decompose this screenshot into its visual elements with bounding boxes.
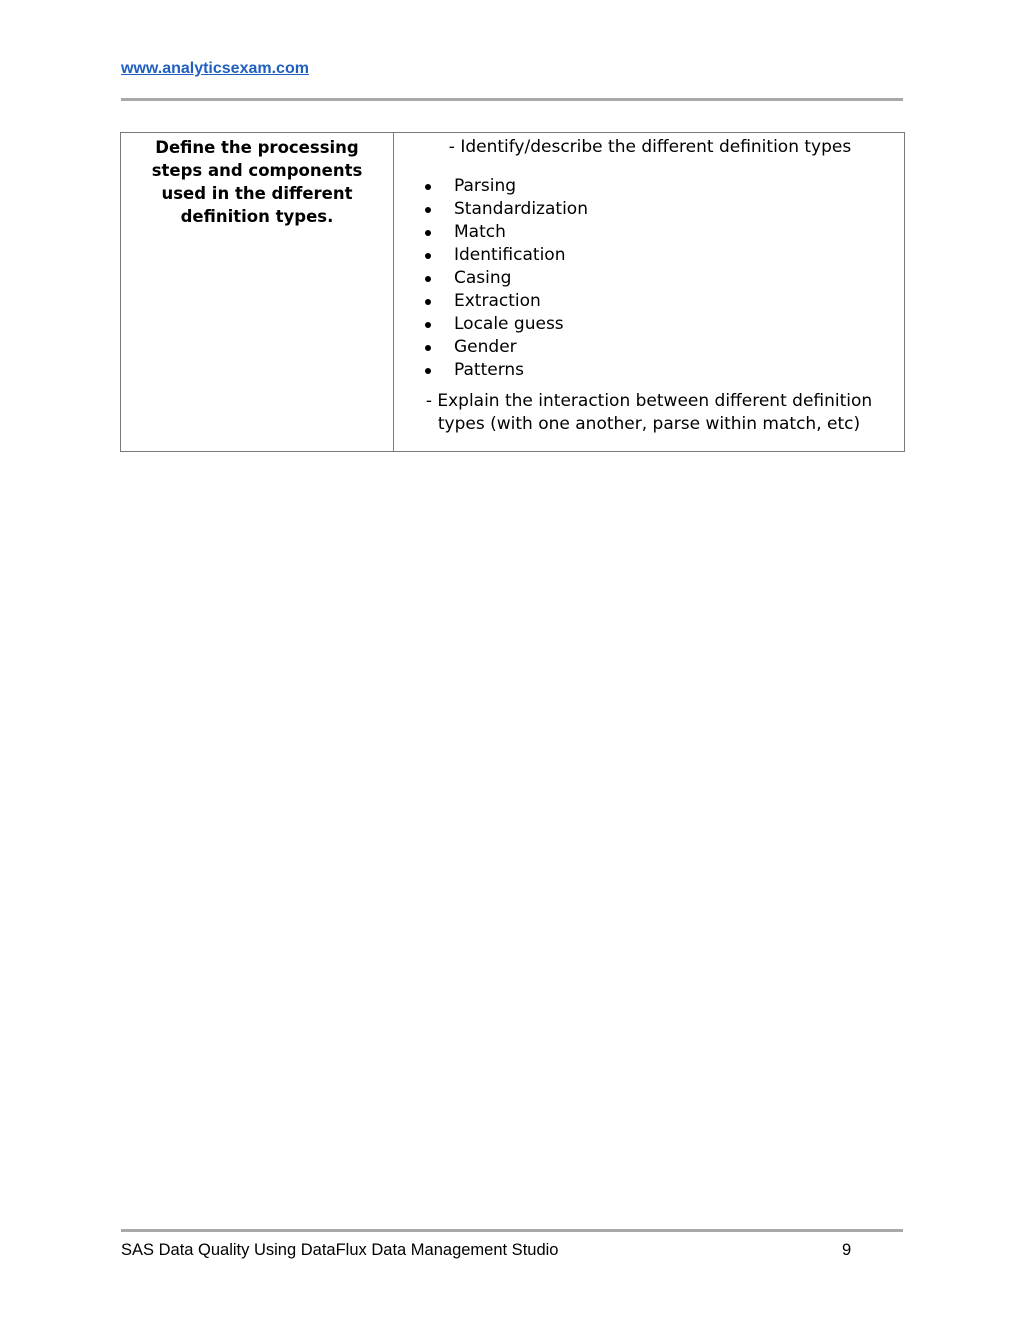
header-divider <box>121 98 903 101</box>
details-cell <box>394 133 905 452</box>
table-row <box>121 133 905 452</box>
bullet-icon <box>425 184 431 190</box>
list-item-label: Casing <box>454 268 512 288</box>
list-item <box>394 313 904 336</box>
footer-divider <box>121 1229 903 1232</box>
list-item <box>394 359 904 382</box>
list-item-label: Parsing <box>454 176 517 196</box>
list-item <box>394 244 904 267</box>
list-item-label: Gender <box>454 337 517 357</box>
bullet-icon <box>425 207 431 213</box>
intro-text: - Identify/describe the different definition types <box>448 137 852 157</box>
list-item-label: Standardization <box>454 199 588 219</box>
footer-title: SAS Data Quality Using DataFlux Data Management Studio <box>121 1241 559 1259</box>
site-link[interactable]: www.analyticsexam.com <box>121 60 309 77</box>
definition-types-list <box>394 175 904 382</box>
objectives-table <box>120 132 905 452</box>
objective-text: Define the processing steps and components used in the different definition types. <box>151 138 363 226</box>
list-item-label: Locale guess <box>454 314 564 334</box>
list-item-label: Extraction <box>454 291 541 311</box>
bullet-icon <box>425 322 431 328</box>
bullet-icon <box>425 299 431 305</box>
bullet-icon <box>425 253 431 259</box>
page-number: 9 <box>842 1241 852 1259</box>
bullet-icon <box>425 276 431 282</box>
list-item-label: Identification <box>454 245 566 265</box>
outro-text: - Explain the interaction between different definition types (with one another, parse within match, etc) <box>425 391 873 434</box>
bullet-icon <box>425 230 431 236</box>
bullet-icon <box>425 368 431 374</box>
list-item <box>394 221 904 244</box>
objective-cell <box>121 133 394 452</box>
list-item <box>394 175 904 198</box>
list-item <box>394 290 904 313</box>
list-item <box>394 336 904 359</box>
list-item-label: Match <box>454 222 506 242</box>
bullet-icon <box>425 345 431 351</box>
list-item-label: Patterns <box>454 360 525 380</box>
list-item <box>394 267 904 290</box>
list-item <box>394 198 904 221</box>
